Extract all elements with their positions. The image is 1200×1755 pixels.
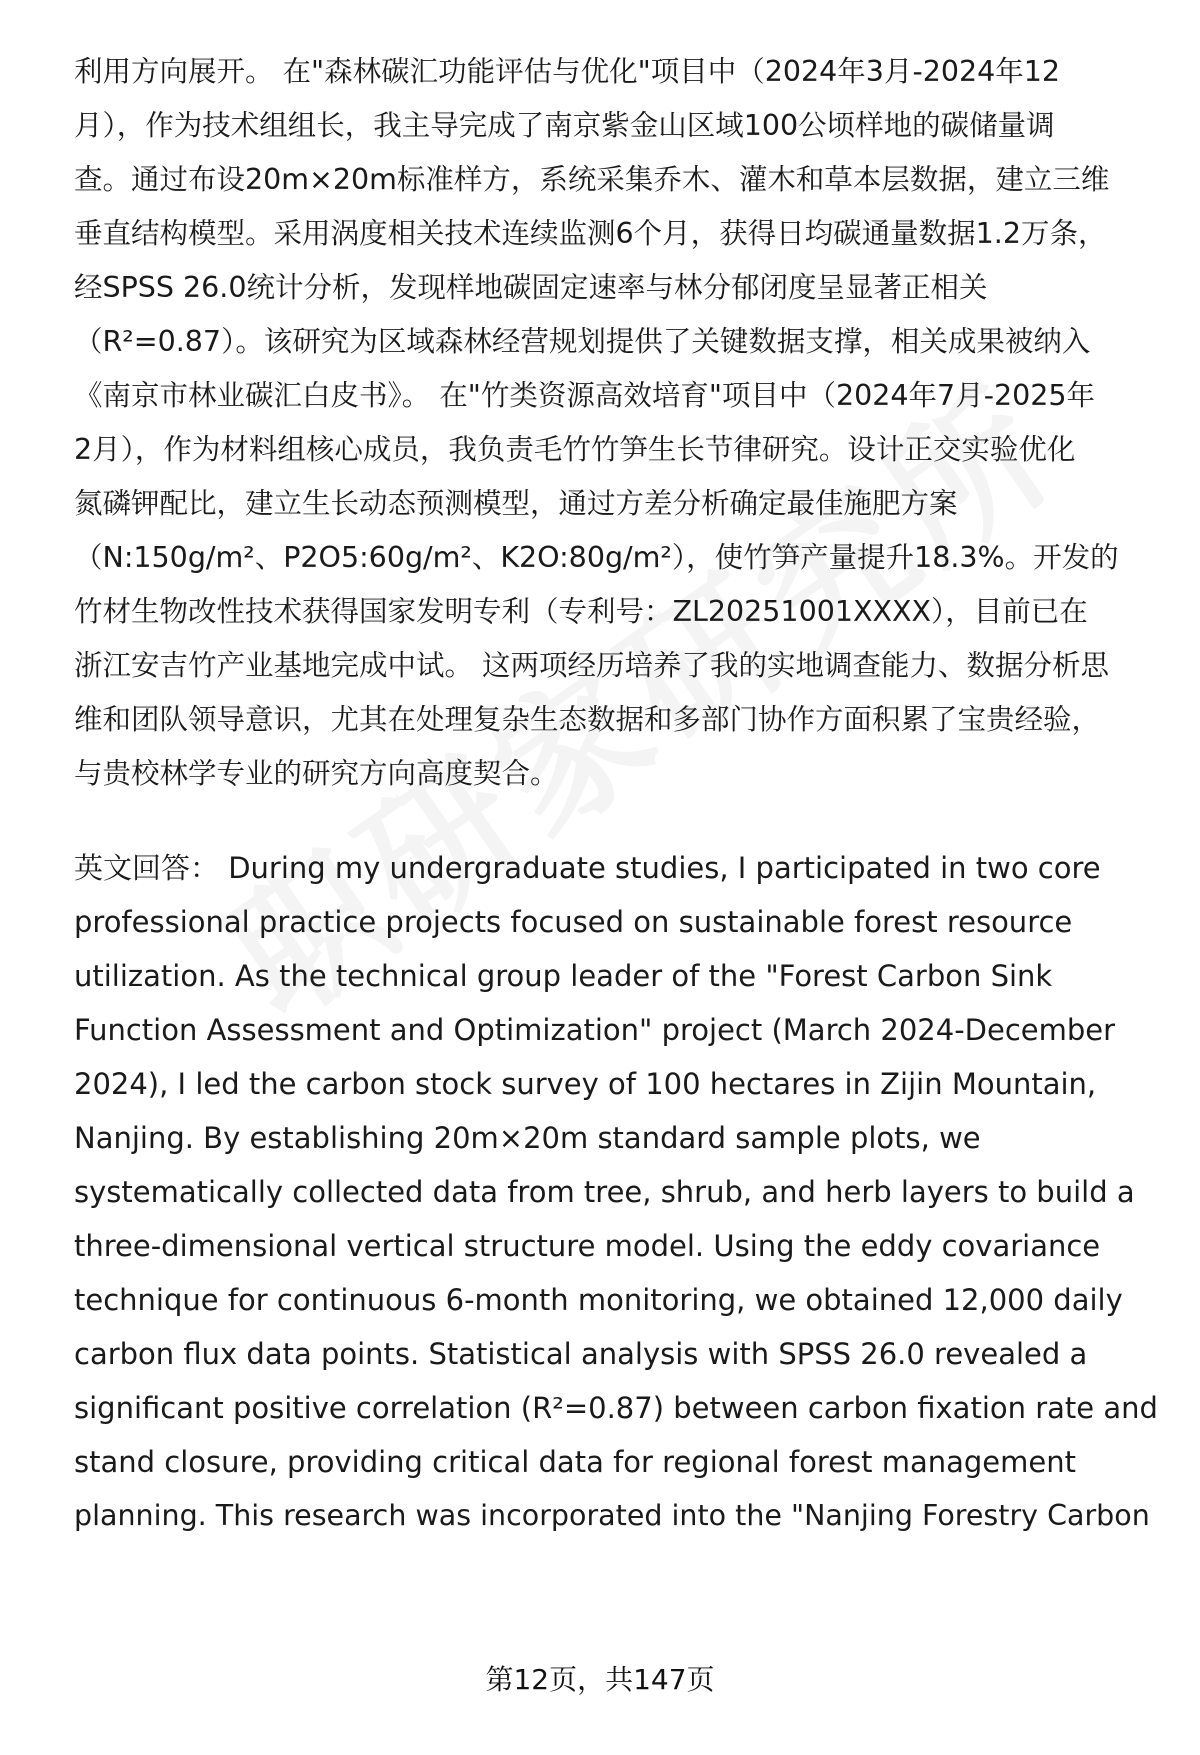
text-line: significant positive correlation (R²=0.87) between carbon fixation rate and <box>74 1391 1158 1425</box>
text-line: three-dimensional vertical structure model. Using the eddy covariance <box>74 1229 1101 1263</box>
text-line: （R²=0.87）。该研究为区域森林经营规划提供了关键数据支撑，相关成果被纳入 <box>74 325 1091 358</box>
text-line: planning. This research was incorporated into the "Nanjing Forestry Carbon <box>74 1499 1150 1532</box>
text-line: （N:150g/m²、P2O5:60g/m²、K2O:80g/m²），使竹笋产量提升18.3%。开发的 <box>74 541 1119 574</box>
text-line: utilization. As the technical group leader of the "Forest Carbon Sink <box>74 959 1053 993</box>
text-line: Nanjing. By establishing 20m×20m standard sample plots, we <box>74 1121 981 1155</box>
text-line: systematically collected data from tree, shrub, and herb layers to build a <box>74 1175 1135 1209</box>
text-line: 氮磷钾配比，建立生长动态预测模型，通过方差分析确定最佳施肥方案 <box>74 487 958 520</box>
text-line: 《南京市林业碳汇白皮书》。 在"竹类资源高效培育"项目中（2024年7月-2025年 <box>74 379 1096 412</box>
text-line: 查。通过布设20m×20m标准样方，系统采集乔木、灌木和草本层数据，建立三维 <box>74 163 1110 196</box>
text-line: 2024), I led the carbon stock survey of 100 hectares in Zijin Mountain, <box>74 1067 1097 1101</box>
text-line: 垂直结构模型。采用涡度相关技术连续监测6个月，获得日均碳通量数据1.2万条， <box>74 217 1107 250</box>
text-line: Function Assessment and Optimization" project (March 2024-December <box>74 1013 1116 1047</box>
text-line: 英文回答： During my undergraduate studies, I participated in two core <box>74 851 1101 885</box>
text-line: 利用方向展开。 在"森林碳汇功能评估与优化"项目中（2024年3月-2024年12 <box>74 55 1061 88</box>
page-number: 第12页，共147页 <box>485 1663 715 1696</box>
text-line: 维和团队领导意识，尤其在处理复杂生态数据和多部门协作方面积累了宝贵经验， <box>74 703 1101 736</box>
text-line: 2月），作为材料组核心成员，我负责毛竹竹笋生长节律研究。设计正交实验优化 <box>74 433 1076 466</box>
text-line: professional practice projects focused on sustainable forest resource <box>74 905 1073 939</box>
text-line: carbon flux data points. Statistical analysis with SPSS 26.0 revealed a <box>74 1337 1088 1371</box>
text-line: stand closure, providing critical data for regional forest management <box>74 1445 1076 1479</box>
text-line: 竹材生物改性技术获得国家发明专利（专利号：ZL20251001XXXX），目前已在 <box>74 595 1088 628</box>
text-line: technique for continuous 6-month monitoring, we obtained 12,000 daily <box>74 1283 1123 1317</box>
text-line: 浙江安吉竹产业基地完成中试。 这两项经历培养了我的实地调查能力、数据分析思 <box>74 649 1110 682</box>
text-line: 与贵校林学专业的研究方向高度契合。 <box>74 757 559 790</box>
text-line: 经SPSS 26.0统计分析，发现样地碳固定速率与林分郁闭度呈显著正相关 <box>74 271 988 304</box>
text-line: 月），作为技术组组长，我主导完成了南京紫金山区域100公顷样地的碳储量调 <box>74 109 1055 142</box>
